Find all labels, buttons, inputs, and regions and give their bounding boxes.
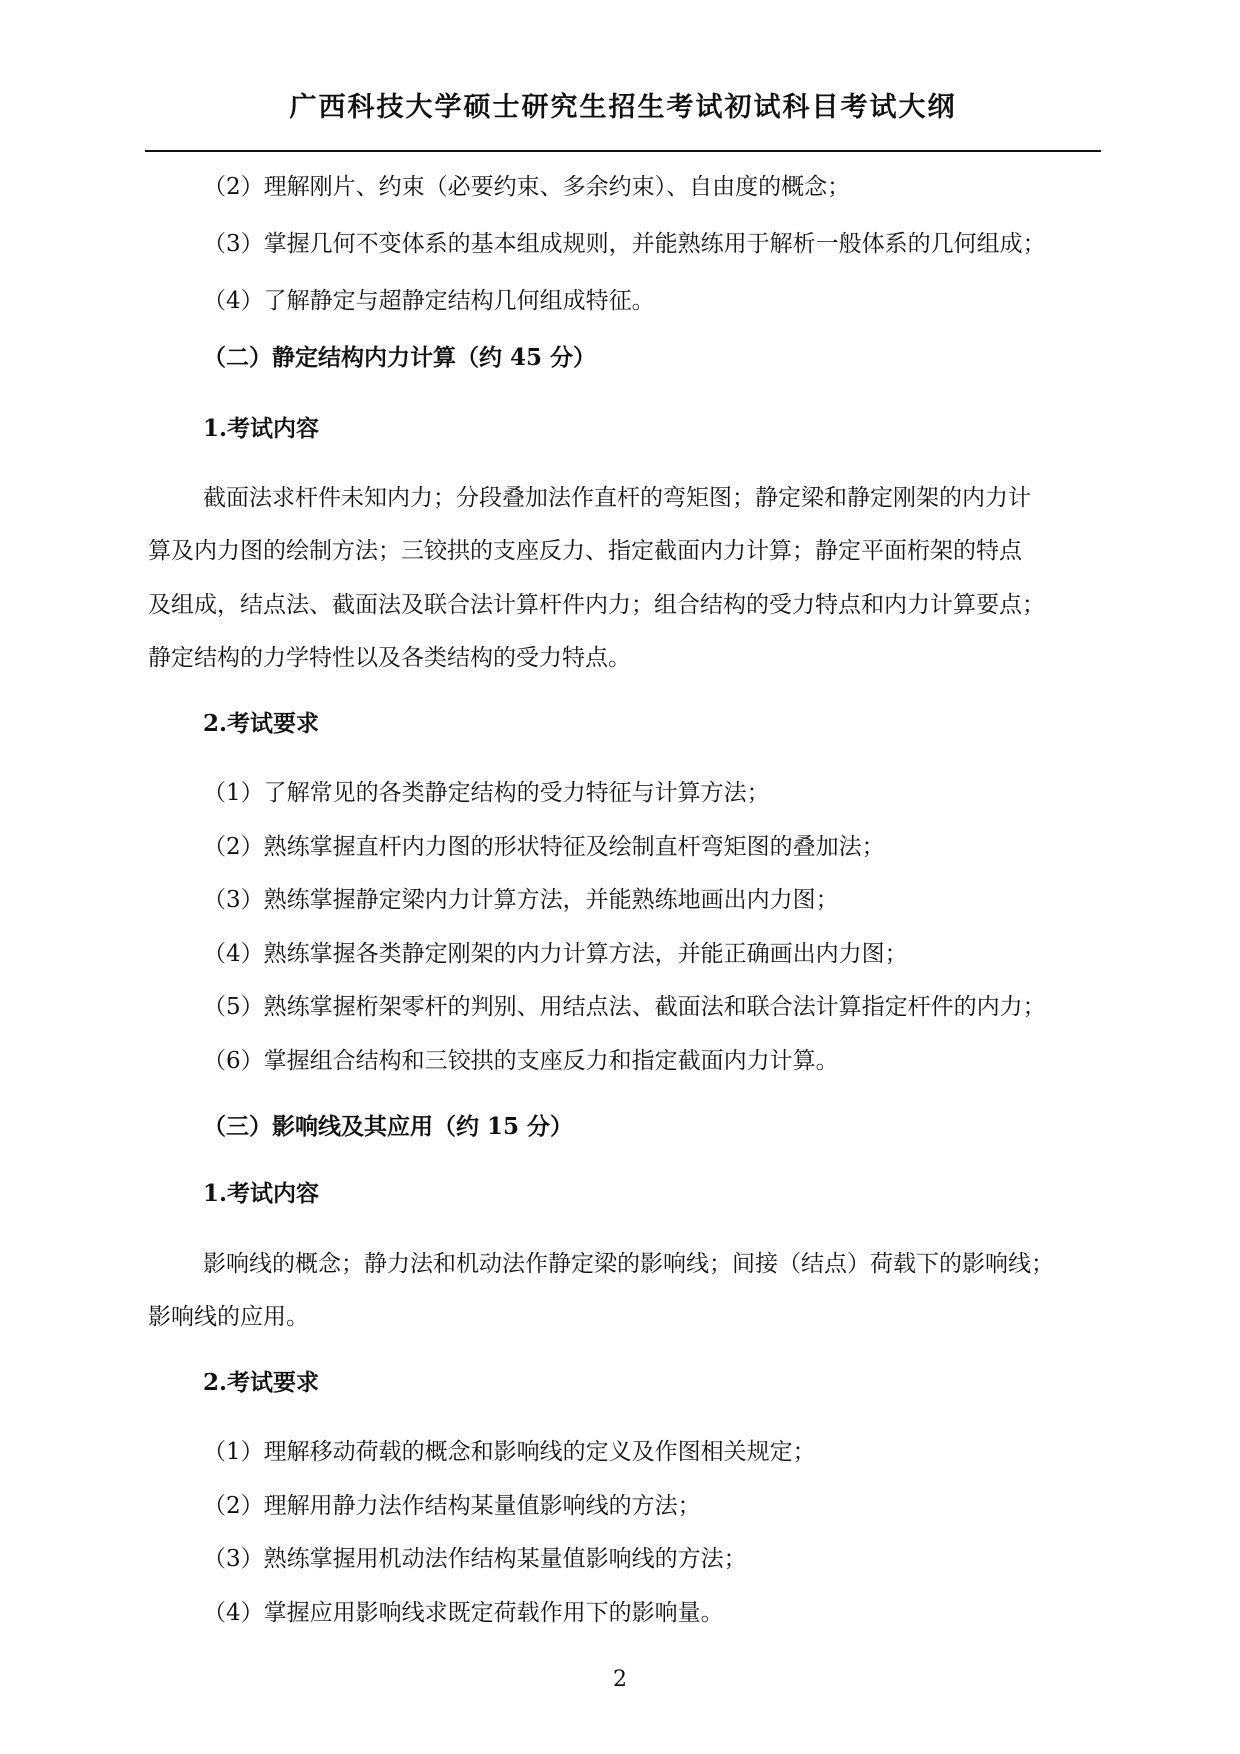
section-heading: （三）影响线及其应用（约 15 分） — [203, 1113, 574, 1140]
list-item: （4）掌握应用影响线求既定荷载作用下的影响量。 — [203, 1600, 724, 1626]
list-item: （3）熟练掌握用机动法作结构某量值影响线的方法； — [203, 1546, 747, 1572]
list-item: （3）熟练掌握静定梁内力计算方法，并能熟练地画出内力图； — [203, 887, 839, 913]
page-header-title: 广西科技大学硕士研究生招生考试初试科目考试大纲 — [289, 92, 957, 123]
paragraph-line: 算及内力图的绘制方法；三铰拱的支座反力、指定截面内力计算；静定平面桁架的特点 — [148, 538, 1022, 564]
paragraph-line: 静定结构的力学特性以及各类结构的受力特点。 — [148, 645, 631, 671]
subsection-heading: 2.考试要求 — [203, 1369, 320, 1396]
paragraph-line: 影响线的概念；静力法和机动法作静定梁的影响线；间接（结点）荷载下的影响线； — [203, 1251, 1054, 1277]
text-line: （4）了解静定与超静定结构几何组成特征。 — [203, 288, 655, 314]
subsection-heading: 1.考试内容 — [203, 1180, 320, 1207]
list-item: （1）理解移动荷载的概念和影响线的定义及作图相关规定； — [203, 1439, 816, 1465]
page-number: 2 — [613, 1667, 627, 1692]
header-divider — [145, 150, 1101, 152]
paragraph-line: 截面法求杆件未知内力；分段叠加法作直杆的弯矩图；静定梁和静定刚架的内力计 — [203, 485, 1031, 511]
list-item: （1）了解常见的各类静定结构的受力特征与计算方法； — [203, 780, 770, 806]
list-item: （4）熟练掌握各类静定刚架的内力计算方法，并能正确画出内力图； — [203, 941, 908, 967]
subsection-heading: 2.考试要求 — [203, 710, 320, 737]
list-item: （6）掌握组合结构和三铰拱的支座反力和指定截面内力计算。 — [203, 1048, 839, 1074]
text-line: （2）理解刚片、约束（必要约束、多余约束）、自由度的概念； — [203, 174, 851, 200]
subsection-heading: 1.考试内容 — [203, 415, 320, 442]
list-item: （2）熟练掌握直杆内力图的形状特征及绘制直杆弯矩图的叠加法； — [203, 834, 885, 860]
list-item: （2）理解用静力法作结构某量值影响线的方法； — [203, 1493, 701, 1519]
paragraph-line: 及组成，结点法、截面法及联合法计算杆件内力；组合结构的受力特点和内力计算要点； — [148, 592, 1045, 618]
list-item: （5）熟练掌握桁架零杆的判别、用结点法、截面法和联合法计算指定杆件的内力； — [203, 994, 1046, 1020]
text-line: （3）掌握几何不变体系的基本组成规则，并能熟练用于解析一般体系的几何组成； — [203, 231, 1046, 257]
section-heading: （二）静定结构内力计算（约 45 分） — [203, 344, 597, 371]
paragraph-line: 影响线的应用。 — [148, 1304, 309, 1330]
